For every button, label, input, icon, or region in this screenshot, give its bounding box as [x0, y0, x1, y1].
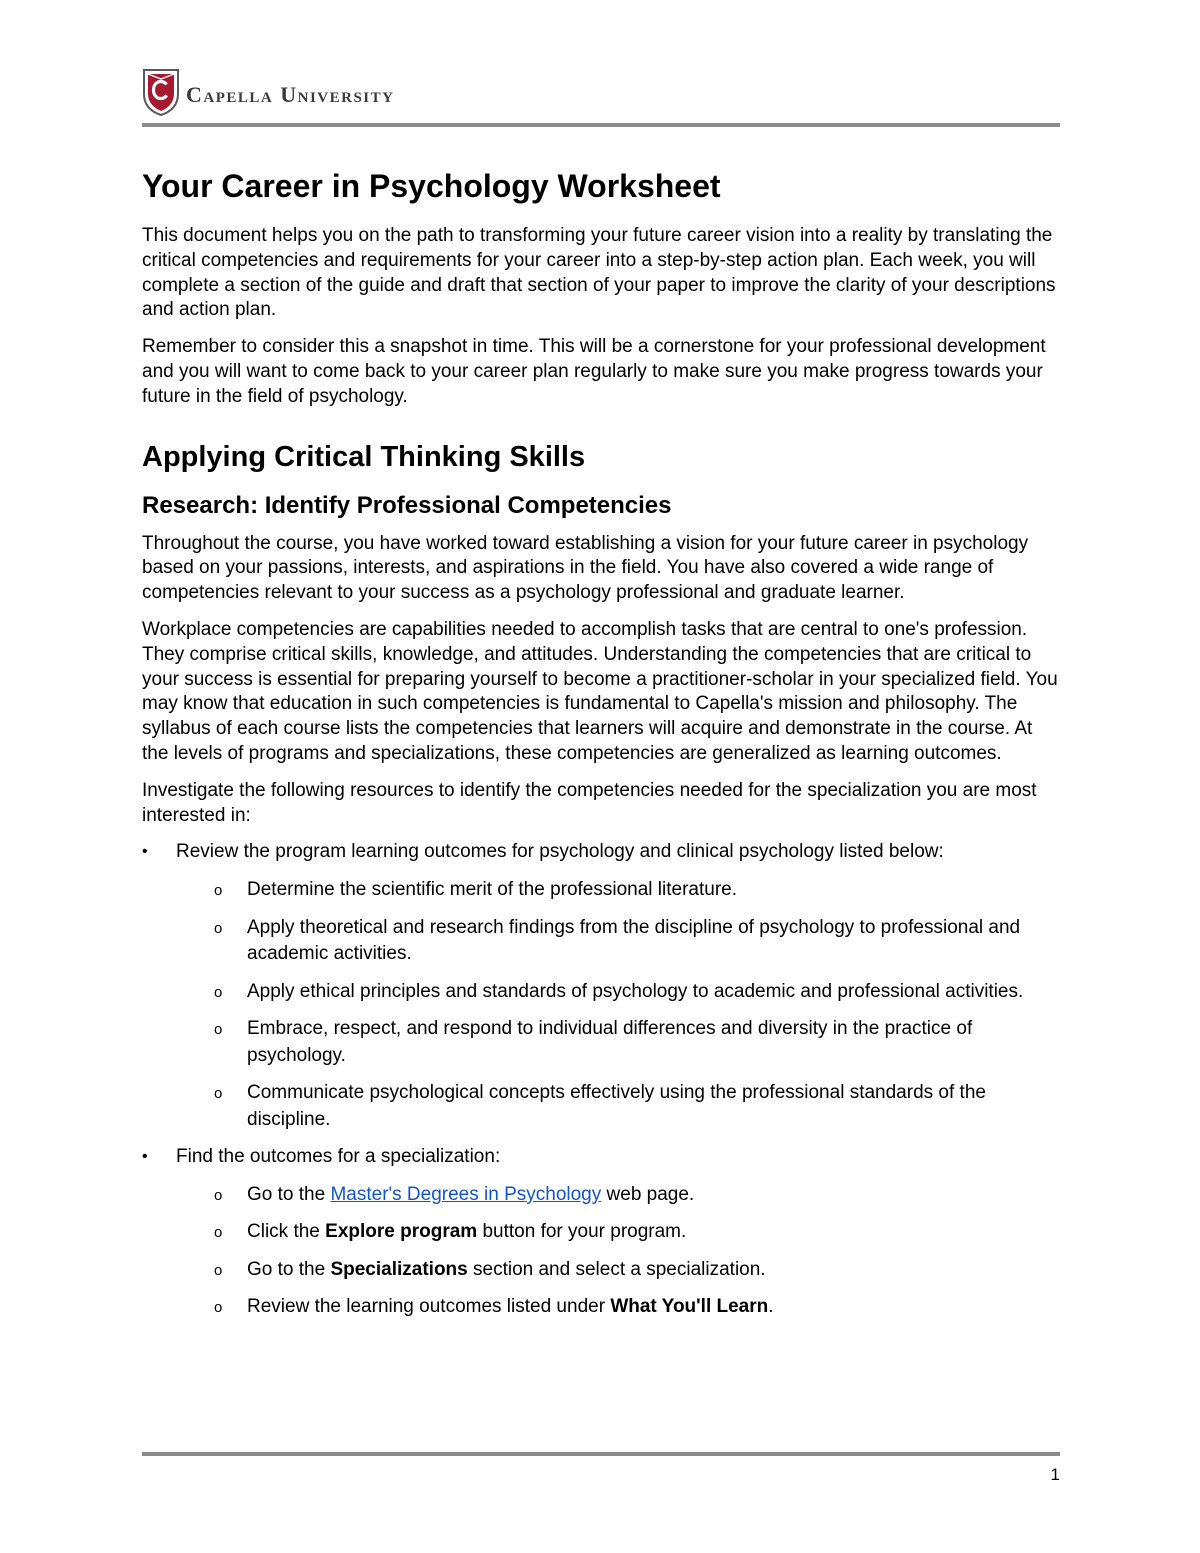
sub-list-item	[142, 979, 1060, 1006]
circle-bullet-icon: o	[214, 1299, 223, 1317]
sub-list-item-text	[213, 1219, 1060, 1246]
list-item	[142, 1145, 1060, 1321]
header-divider	[142, 123, 1060, 127]
list-item-text: Find the outcomes for a specialization:	[176, 1146, 501, 1168]
sub-list-item-text: Determine the scientific merit of the professional literature.	[247, 879, 737, 901]
bullet-icon: •	[142, 843, 148, 861]
capella-shield-logo	[142, 68, 180, 116]
header	[142, 68, 1060, 128]
circle-bullet-icon: o	[214, 1085, 223, 1103]
sub-list-item	[142, 1257, 1060, 1284]
page-number: 1	[1050, 1465, 1060, 1484]
sub-list-item-text: Communicate psychological concepts effectively using the professional standards of the discipline.	[247, 1082, 986, 1130]
sub-list-item	[142, 1219, 1060, 1246]
subsection-heading: Research: Identify Professional Competencies	[142, 491, 672, 519]
intro-paragraph-2: Remember to consider this a snapshot in time. This will be a cornerstone for your professional development and you will want to come back to your career plan regularly to make sure you make progress towards your future in the field of psychology.	[142, 336, 1046, 407]
sub-list-item	[142, 1182, 1060, 1209]
circle-bullet-icon: o	[214, 1186, 223, 1204]
outcomes-sublist	[176, 877, 1060, 1133]
bold-text: Explore program	[325, 1221, 478, 1243]
sub-list-item	[142, 915, 1060, 968]
bullet-icon: •	[142, 1148, 148, 1166]
resource-list	[142, 840, 1060, 1321]
text-run: web page.	[601, 1183, 695, 1205]
logo-wordmark: Capella University	[186, 82, 395, 107]
masters-degrees-link[interactable]: Master's Degrees in Psychology	[330, 1183, 602, 1205]
circle-bullet-icon: o	[214, 919, 223, 937]
circle-bullet-icon: o	[214, 882, 223, 900]
text-run: Go to the	[247, 1258, 331, 1280]
sub-list-item	[142, 1080, 1060, 1133]
body-paragraph-1: Throughout the course, you have worked toward establishing a vision for your future career in psychology based on your passions, interests, and aspirations in the field. You have also covered a wide range of competencies relevant to your success as a psychology professional and graduate learner.	[142, 532, 1029, 604]
bold-text: Specializations	[330, 1258, 468, 1280]
text-run: .	[768, 1296, 774, 1318]
list-item-text: Review the program learning outcomes for psychology and clinical psychology listed below:	[176, 841, 944, 863]
sub-list-item-text	[213, 1182, 1060, 1209]
text-run: button for your program.	[477, 1221, 687, 1243]
text-run: Go to the	[247, 1183, 331, 1205]
text-run: Click the	[247, 1221, 326, 1243]
text-run: Review the learning outcomes listed under	[247, 1296, 611, 1318]
circle-bullet-icon: o	[214, 983, 223, 1001]
steps-sublist	[176, 1182, 1060, 1321]
document-body	[142, 162, 1060, 1333]
sub-list-item-text: Embrace, respect, and respond to individual differences and diversity in the practice of psychology.	[247, 1018, 973, 1066]
footer-divider	[142, 1452, 1060, 1456]
document-title: Your Career in Psychology Worksheet	[142, 168, 721, 204]
body-paragraph-2: Workplace competencies are capabilities needed to accomplish tasks that are central to one's profession. They comprise critical skills, knowledge, and attitudes. Understanding the competencies that are critical to your success is essential for preparing yourself to become a practitioner-scholar in your specialized field. You may know that education in such competencies is fundamental to Capella's mission and philosophy. The syllabus of each course lists the competencies that learners will acquire and demonstrate in the course. At the levels of programs and specializations, these competencies are generalized as learning outcomes.	[142, 618, 1058, 764]
sub-list-item-text: Apply ethical principles and standards of psychology to academic and professional activities.	[247, 980, 1024, 1002]
body-paragraph-3: Investigate the following resources to identify the competencies needed for the specialization you are most interested in:	[142, 779, 1037, 826]
intro-paragraph-1: This document helps you on the path to transforming your future career vision into a reality by translating the critical competencies and requirements for your career into a step-by-step action plan. Each week, you will complete a section of the guide and draft that section of your paper to improve the clarity of your descriptions and action plan.	[142, 225, 1056, 321]
sub-list-item-text	[213, 1294, 1060, 1321]
circle-bullet-icon: o	[214, 1224, 223, 1242]
sub-list-item-text	[213, 1257, 1060, 1284]
section-heading: Applying Critical Thinking Skills	[142, 440, 586, 473]
sub-list-item	[142, 1294, 1060, 1321]
text-run: section and select a specialization.	[467, 1258, 766, 1280]
sub-list-item	[142, 877, 1060, 904]
circle-bullet-icon: o	[214, 1021, 223, 1039]
bold-text: What You'll Learn	[610, 1296, 769, 1318]
sub-list-item	[142, 1016, 1060, 1069]
sub-list-item-text: Apply theoretical and research findings from the discipline of psychology to professional and academic activities.	[247, 916, 1021, 965]
list-item	[142, 840, 1060, 1133]
circle-bullet-icon: o	[214, 1261, 223, 1279]
